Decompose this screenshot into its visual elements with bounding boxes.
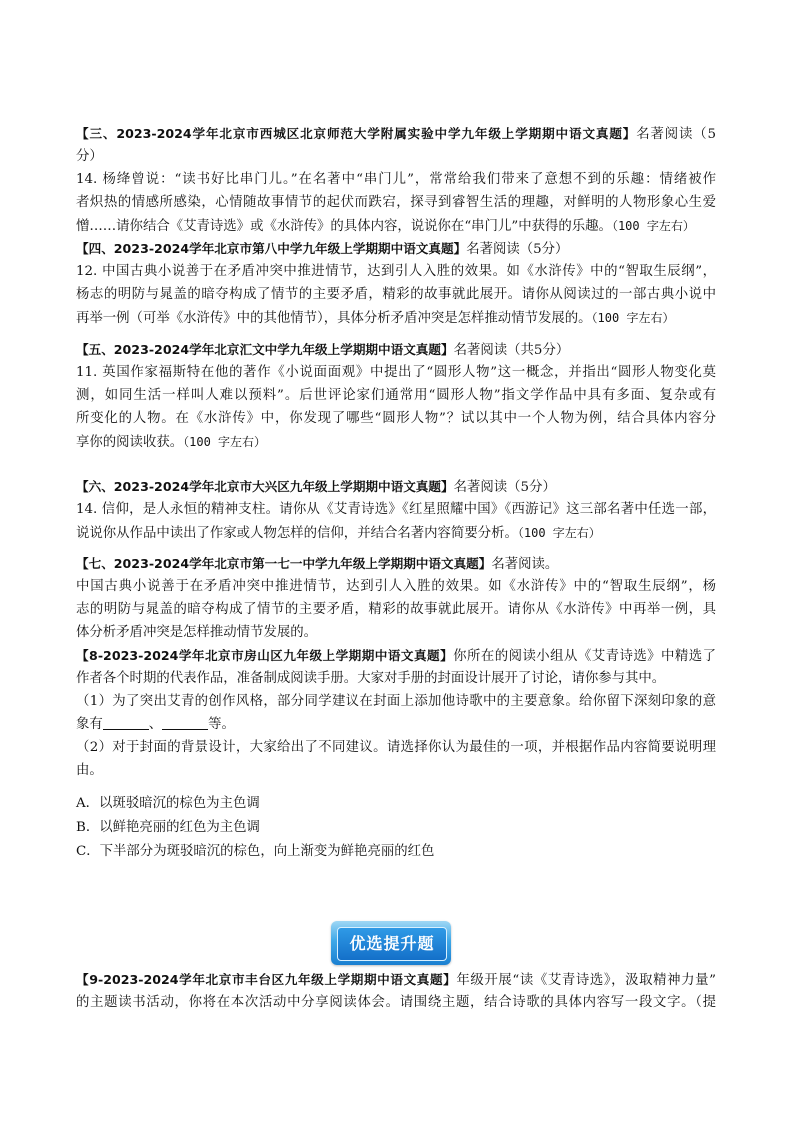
question-text: 中国古典小说善于在矛盾冲突中推进情节，达到引人入胜的效果。如《水浒传》中的“智取生辰纲”，杨 [76, 579, 716, 594]
question-text: 体分析矛盾冲突是怎样推动情节发展的。 [76, 625, 318, 640]
answer-blank-2[interactable] [162, 716, 208, 730]
option-b: B．以鲜艳亮丽的红色为主色调 [76, 820, 260, 835]
section-8-header: 【8-2023-2024学年北京市房山区九年级上学期期中语文真题】你所在的阅读小组从《艾青诗选》中精选了 [76, 648, 717, 664]
section-3-header: 【三、2023-2024学年北京市西城区北京师范大学附属实验中学九年级上学期期中语文真题】名著阅读（5 [76, 126, 716, 142]
subquestion-1-blanks: 象有 、 等。 [76, 717, 235, 732]
option-c: C．下半部分为斑驳暗沉的棕色，向上渐变为鲜艳亮丽的红色 [76, 844, 435, 859]
question-text: 作者各个时期的代表作品，准备制成阅读手册。大家对手册的封面设计展开了讨论，请你参与其中。 [76, 671, 666, 686]
subquestion-1: （1）为了突出艾青的创作风格，部分同学建议在封面上添加他诗歌中的主要意象。给你留下深刻印象的意 [76, 694, 716, 709]
option-a: A．以斑驳暗沉的棕色为主色调 [76, 796, 260, 811]
question-text: 者炽热的情感所感染，心情随故事情节的起伏而跌宕，探寻到睿智生活的理趣，对鲜明的人物形象心生爱 [76, 195, 716, 210]
section-3-header-cont: 分） [76, 149, 103, 164]
section-badge [331, 921, 451, 965]
subquestion-2: （2）对于封面的背景设计，大家给出了不同建议。请选择你认为最佳的一项，并根据作品内容简要说明理 [76, 740, 716, 755]
question-text: 说说你从作品中读出了作家或人物怎样的信仰，并结合名著内容简要分析。（100 字左右） [76, 526, 601, 541]
question-text: 所变化的人物。在《水浒传》中，你发现了哪些“圆形人物”？试以其中一个人物为例，结合具体内容分 [76, 411, 716, 426]
question-text: 志的明防与晁盖的暗夺构成了情节的主要矛盾，精彩的故事就此展开。请你从《水浒传》中再举一例，具 [76, 602, 716, 617]
section-7-header: 【七、2023-2024学年北京市第一七一中学九年级上学期期中语文真题】名著阅读。 [76, 556, 559, 572]
badge-label: 优选提升题 [337, 927, 447, 961]
subquestion-2-cont: 由。 [76, 763, 103, 778]
question-text: 测，如同生活一样叫人难以预料”。后世评论家们通常用“圆形人物”指文学作品中具有多面、复杂或有 [76, 388, 716, 403]
question-text: 14. 杨绛曾说：“读书好比串门儿。”在名著中“串门儿”，常常给我们带来了意想不到的乐趣：情绪被作 [76, 172, 716, 187]
question-text: 杨志的明防与晁盖的暗夺构成了情节的主要矛盾，精彩的故事就此展开。请你从阅读过的一部古典小说中 [76, 287, 716, 302]
question-text: 12. 中国古典小说善于在矛盾冲突中推进情节，达到引人入胜的效果。如《水浒传》中的“智取生辰纲”， [76, 264, 716, 279]
section-9-header: 【9-2023-2024学年北京市丰台区九年级上学期期中语文真题】年级开展“读《艾青诗选》，汲取精神力量” [76, 972, 716, 988]
question-text: 14. 信仰，是人永恒的精神支柱。请你从《艾青诗选》《红星照耀中国》《西游记》这三部名著中任选一部， [76, 502, 716, 517]
section-4-header: 【四、2023-2024学年北京市第八中学九年级上学期期中语文真题】名著阅读（5分） [76, 241, 569, 257]
question-text: 享你的阅读收获。（100 字左右） [76, 435, 267, 450]
question-text: 11. 英国作家福斯特在他的著作《小说面面观》中提出了“圆形人物”这一概念，并指出“圆形人物变化莫 [76, 365, 716, 380]
question-text: 再举一例（可举《水浒传》中的其他情节），具体分析矛盾冲突是怎样推动情节发展的。（100 字左右） [76, 311, 675, 326]
section-6-header: 【六、2023-2024学年北京市大兴区九年级上学期期中语文真题】名著阅读（5分） [76, 479, 556, 495]
question-text: 的主题读书活动，你将在本次活动中分享阅读体会。请围绕主题，结合诗歌的具体内容写一段文字。（提 [76, 995, 716, 1010]
section-5-header: 【五、2023-2024学年北京汇文中学九年级上学期期中语文真题】名著阅读（共5分） [76, 342, 570, 358]
answer-blank-1[interactable] [103, 716, 149, 730]
question-text: 憎……请你结合《艾青诗选》或《水浒传》的具体内容，说说你在“串门儿”中获得的乐趣。（100 字左右） [76, 219, 695, 234]
